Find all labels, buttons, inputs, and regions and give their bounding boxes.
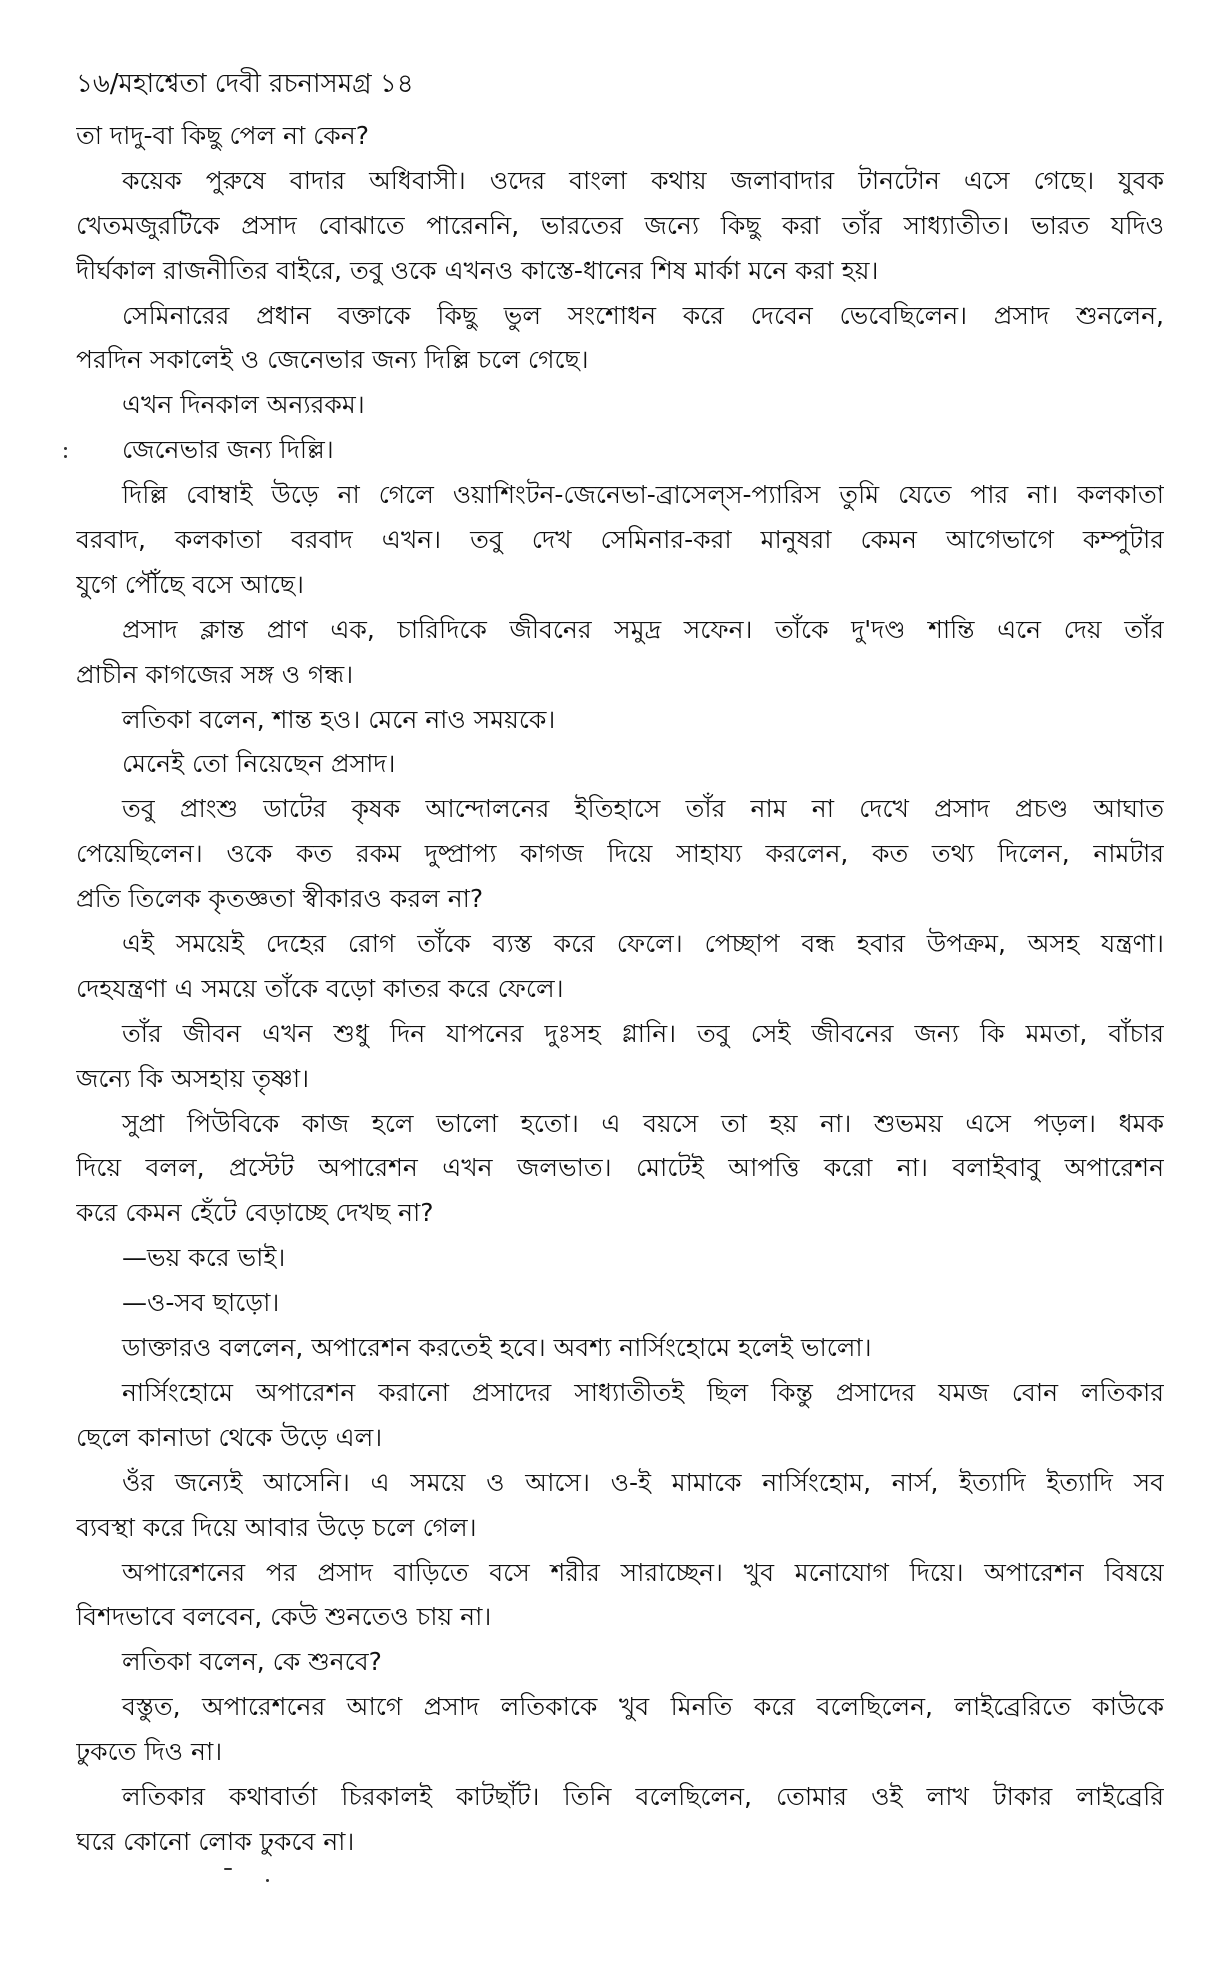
text-line: তবু প্রাংশু ডাটের কৃষক আন্দোলনের ইতিহাসে তাঁর নাম না দেখে প্রসাদ প্রচণ্ড আঘাত (122, 794, 1164, 824)
text-line: নার্সিংহোমে অপারেশন করানো প্রসাদের সাধ্যাতীতই ছিল কিন্তু প্রসাদের যমজ বোন লতিকার (122, 1377, 1164, 1407)
text-line: ডাক্তারও বললেন, অপারেশন করতেই হবে। অবশ্য নার্সিংহোমে হলেই ভালো। (122, 1333, 872, 1363)
text-line: অপারেশনের পর প্রসাদ বাড়িতে বসে শরীর সারাচ্ছেন। খুব মনোযোগ দিয়ে। অপারেশন বিষয়ে (122, 1557, 1164, 1587)
scan-speck (224, 1868, 232, 1870)
text-line: —ও-সব ছাড়ো। (122, 1288, 280, 1318)
text-line: লতিকার কথাবার্তা চিরকালই কাটছাঁট। তিনি বলেছিলেন, তোমার ওই লাখ টাকার লাইব্রেরি (122, 1781, 1164, 1811)
text-line: ব্যবস্থা করে দিয়ে আবার উড়ে চলে গেল। (76, 1512, 477, 1542)
scan-speck (64, 447, 67, 450)
text-line: বিশদভাবে বলবেন, কেউ শুনতেও চায় না। (76, 1602, 492, 1632)
text-line: জন্যে কি অসহায় তৃষ্ণা। (76, 1063, 310, 1093)
text-line: প্রতি তিলেক কৃতজ্ঞতা স্বীকারও করল না? (76, 884, 484, 914)
text-line: প্রাচীন কাগজের সঙ্গ ও গন্ধ। (76, 659, 354, 689)
book-page (76, 62, 1164, 1865)
text-line: যুগে পৌঁছে বসে আছে। (76, 569, 304, 599)
text-line: দীর্ঘকাল রাজনীতির বাইরে, তবু ওকে এখনও কাস্তে-ধানের শিষ মার্কা মনে করা হয়। (76, 255, 879, 285)
text-line: দিয়ে বলল, প্রস্টেট অপারেশন এখন জলভাত। মোটেই আপত্তি করো না। বলাইবাবু অপারেশন (76, 1153, 1164, 1183)
text-line: কয়েক পুরুষে বাদার অধিবাসী। ওদের বাংলা কথায় জলাবাদার টানটোন এসে গেছে। যুবক (122, 165, 1164, 195)
text-line: খেতমজুরটিকে প্রসাদ বোঝাতে পারেননি, ভারতের জন্যে কিছু করা তাঁর সাধ্যাতীত। ভারত যদিও (76, 210, 1164, 240)
text-line: —ভয় করে ভাই। (122, 1243, 286, 1273)
text-line: মেনেই তো নিয়েছেন প্রসাদ। (122, 749, 396, 779)
text-line: বরবাদ, কলকাতা বরবাদ এখন। তবু দেখ সেমিনার-করা মানুষরা কেমন আগেভাগে কম্পুটার (76, 525, 1164, 555)
text-line: লতিকা বলেন, কে শুনবে? (122, 1647, 382, 1677)
text-line: জেনেভার জন্য দিল্লি। (122, 435, 334, 465)
text-line: এই সময়েই দেহের রোগ তাঁকে ব্যস্ত করে ফেলে। পেচ্ছাপ বন্ধ হবার উপক্রম, অসহ যন্ত্রণা। (122, 929, 1164, 959)
text-line: ওঁর জন্যেই আসেনি। এ সময়ে ও আসে। ও-ই মামাকে নার্সিংহোম, নার্স, ইত্যাদি ইত্যাদি সব (122, 1467, 1164, 1497)
text-line: দিল্লি বোম্বাই উড়ে না গেলে ওয়াশিংটন-জেনেভা-ব্রাসেল্স-প্যারিস তুমি যেতে পার না। কলকাতা (122, 480, 1164, 510)
scan-speck (266, 1879, 269, 1882)
text-line: লতিকা বলেন, শান্ত হও। মেনে নাও সময়কে। (122, 704, 556, 734)
text-line: ছেলে কানাডা থেকে উড়ে এল। (76, 1422, 383, 1452)
text-line: সুপ্রা পিউবিকে কাজ হলে ভালো হতো। এ বয়সে তা হয় না। শুভময় এসে পড়ল। ধমক (122, 1108, 1164, 1138)
text-line: তা দাদু-বা কিছু পেল না কেন? (76, 121, 369, 150)
scan-speck (64, 455, 67, 458)
text-line: প্রসাদ ক্লান্ত প্রাণ এক, চারিদিকে জীবনের সমুদ্র সফেন। তাঁকে দু'দণ্ড শান্তি এনে দেয় তাঁর (122, 614, 1164, 644)
text-line: করে কেমন হেঁটে বেড়াচ্ছে দেখছ না? (76, 1198, 434, 1228)
body-text (76, 114, 1164, 1865)
text-line: পরদিন সকালেই ও জেনেভার জন্য দিল্লি চলে গেছে। (76, 345, 589, 375)
text-line: ঢুকতে দিও না। (76, 1737, 223, 1767)
text-line: পেয়েছিলেন। ওকে কত রকম দুষ্প্রাপ্য কাগজ দিয়ে সাহায্য করলেন, কত তথ্য দিলেন, নামটার (76, 839, 1164, 869)
text-line: তাঁর জীবন এখন শুধু দিন যাপনের দুঃসহ গ্লানি। তবু সেই জীবনের জন্য কি মমতা, বাঁচার (122, 1018, 1164, 1048)
text-line: দেহযন্ত্রণা এ সময়ে তাঁকে বড়ো কাতর করে ফেলে। (76, 973, 564, 1003)
text-line: সেমিনারের প্রধান বক্তাকে কিছু ভুল সংশোধন করে দেবেন ভেবেছিলেন। প্রসাদ শুনলেন, (122, 300, 1164, 330)
text-line: ঘরে কোনো লোক ঢুকবে না। (76, 1826, 355, 1856)
text-line: বস্তুত, অপারেশনের আগে প্রসাদ লতিকাকে খুব মিনতি করে বলেছিলেন, লাইব্রেরিতে কাউকে (122, 1692, 1164, 1722)
page-header: ১৬/মহাশ্বেতা দেবী রচনাসমগ্র ১৪ (76, 69, 414, 99)
text-line: এখন দিনকাল অন্যরকম। (122, 390, 365, 420)
